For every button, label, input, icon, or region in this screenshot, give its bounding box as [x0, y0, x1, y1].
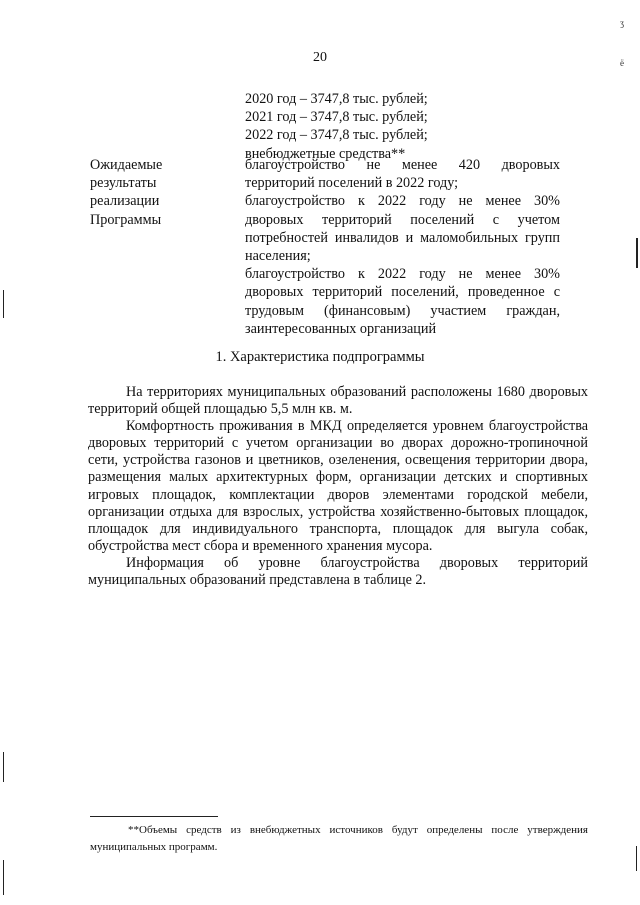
- scan-edge-mark: [636, 238, 638, 268]
- section-heading: 1. Характеристика подпрограммы: [215, 349, 425, 365]
- funding-line: внебюджетные средства**: [245, 145, 406, 162]
- page-number: 20: [313, 50, 327, 65]
- expected-results-label: [90, 156, 162, 229]
- paragraph: На территориях муниципальных образований расположены 1680 дворовых территорий общей площадью 5,5 млн кв. м.: [88, 384, 588, 418]
- label-line: реализации: [90, 193, 160, 210]
- footnote-divider: [90, 816, 218, 817]
- label-line: Ожидаемые: [90, 157, 163, 173]
- funding-block: [245, 90, 428, 163]
- label-line: результаты: [90, 175, 157, 192]
- paragraph: Комфортность проживания в МКД определяется уровнем благоустройства дворовых территорий с учетом организации во дворах дорожно-тропиночной сети, устройства газонов и цветников, озеленения, освещения территории двора, размещения малых архитектурных форм, организации детских и спортивных игровых площадок, комплектации дворов элементами городской мебели, организации отдыха для взрослых, устройства хозяйственно-бытовых площадок, площадок для индивидуального транспорта, площадок для выгула собак, обустройства мест сбора и временного хранения мусора.: [88, 418, 588, 554]
- expected-results-items: [245, 156, 560, 338]
- footnote-text: **Объемы средств из внебюджетных источников будут определены после утверждения муниципальных программ.: [90, 824, 588, 853]
- result-item: благоустройство к 2022 году не менее 30% дворовых территорий поселений, проведенное с трудовым (финансовым) участием граждан, заинтересованных организаций: [245, 266, 560, 337]
- label-line: Программы: [90, 211, 162, 228]
- funding-line: 2021 год – 3747,8 тыс. рублей;: [245, 109, 428, 126]
- scan-mark-top-2: ё: [620, 58, 624, 68]
- scan-edge-mark: [3, 752, 4, 782]
- result-item: благоустройство к 2022 году не менее 30% дворовых территорий поселений с учетом потребностей инвалидов и маломобильных групп населения;: [245, 193, 560, 265]
- scan-mark-top: ʒ: [620, 18, 624, 28]
- body-text: [88, 384, 588, 589]
- funding-line: 2020 год – 3747,8 тыс. рублей;: [245, 91, 428, 107]
- footnote: [90, 822, 588, 856]
- funding-line: 2022 год – 3747,8 тыс. рублей;: [245, 127, 428, 144]
- scan-edge-mark: [3, 860, 4, 895]
- result-item: благоустройство не менее 420 дворовых территорий поселений в 2022 году;: [245, 157, 560, 192]
- scan-edge-mark: [3, 290, 4, 318]
- paragraph: Информация об уровне благоустройства дворовых территорий муниципальных образований представлена в таблице 2.: [88, 554, 588, 589]
- scan-edge-mark: [636, 846, 637, 871]
